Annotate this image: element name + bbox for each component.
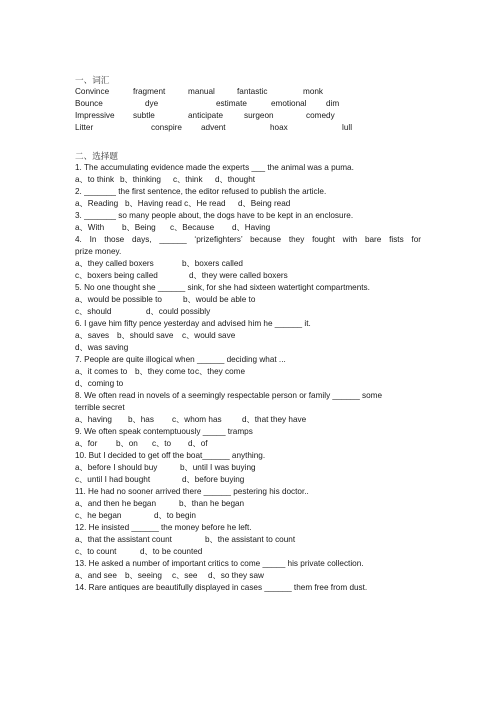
option: b、on — [116, 439, 138, 448]
option: d、of — [188, 439, 208, 448]
vocab-word: hoax — [270, 123, 288, 132]
vocab-word: conspire — [151, 123, 182, 132]
option: c、until I had bought — [75, 475, 151, 484]
option: d、so they saw — [208, 571, 264, 580]
vocab-word: estimate — [216, 99, 247, 108]
option: a、Reading — [75, 199, 119, 208]
vocab-word: subtle — [133, 111, 155, 120]
option: d、to begin — [154, 511, 196, 520]
question-stem: 4. In those days, ______ ‘prizefighters’ because they fought with bare fists for — [75, 235, 421, 244]
option: a、having — [75, 415, 112, 424]
option: b、Being — [122, 223, 156, 232]
vocab-word: Impressive — [75, 111, 115, 120]
vocab-word: fantastic — [237, 87, 268, 96]
option: d、to be counted — [140, 547, 203, 556]
option: b、seeing — [125, 571, 162, 580]
option: c、they come — [195, 367, 246, 376]
question-stem: 1. The accumulating evidence made the experts ___ the animal was a puma. — [75, 163, 354, 172]
question-stem: 6. I gave him fifty pence yesterday and advised him he ______ it. — [75, 319, 311, 328]
section-heading-vocabulary: 一、词汇 — [75, 76, 110, 86]
option: d、Being read — [238, 199, 291, 208]
section-heading-multiple-choice: 二、选择题 — [75, 152, 118, 162]
option: c、whom has — [172, 415, 222, 424]
option: a、to think — [75, 175, 115, 184]
option: b、should save — [117, 331, 174, 340]
option: d、that they have — [242, 415, 307, 424]
option: c、see — [172, 571, 198, 580]
vocab-word: advent — [201, 123, 226, 132]
vocab-word: emotional — [271, 99, 307, 108]
vocab-word: dim — [326, 99, 340, 108]
option: c、Because — [170, 223, 215, 232]
option: a、and see — [75, 571, 117, 580]
question-stem: 13. He asked a number of important critics to come _____ his private collection. — [75, 559, 364, 568]
question-stem: 14. Rare antiques are beautifully displayed in cases ______ them free from dust. — [75, 583, 368, 592]
option: a、and then he began — [75, 499, 157, 508]
question-stem: 10. But I decided to get off the boat______ anything. — [75, 451, 266, 460]
option: b、than he began — [179, 499, 245, 508]
option: c、boxers being called — [75, 271, 158, 280]
option: b、boxers called — [182, 259, 243, 268]
option: c、he began — [75, 511, 122, 520]
option: c、should — [75, 307, 112, 316]
vocab-word: surgeon — [244, 111, 274, 120]
option: b、they come to — [135, 367, 195, 376]
vocab-word: anticipate — [188, 111, 224, 120]
option: c、to count — [75, 547, 117, 556]
option: a、before I should buy — [75, 463, 158, 472]
option: d、thought — [215, 175, 256, 184]
option: d、they were called boxers — [189, 271, 288, 280]
option: a、would be possible to — [75, 295, 162, 304]
option: b、thinking — [120, 175, 161, 184]
question-stem-continued: prize money. — [75, 247, 122, 256]
vocab-word: Bounce — [75, 99, 103, 108]
option: d、could possibly — [146, 307, 211, 316]
option: a、that the assistant count — [75, 535, 172, 544]
option: d、Having — [232, 223, 271, 232]
vocab-word: Litter — [75, 123, 94, 132]
question-stem: 11. He had no sooner arrived there ______ pestering his doctor.. — [75, 487, 309, 496]
option: b、until I was buying — [180, 463, 256, 472]
vocab-word: dye — [145, 99, 159, 108]
option: b、has — [128, 415, 154, 424]
option: a、it comes to — [75, 367, 128, 376]
question-stem: 8. We often read in novels of a seemingly respectable person or family ______ some — [75, 391, 383, 400]
option: b、would be able to — [183, 295, 256, 304]
vocab-word: monk — [303, 87, 324, 96]
option: d、before buying — [182, 475, 245, 484]
vocab-word: comedy — [306, 111, 335, 120]
option: d、coming to — [75, 379, 124, 388]
option: c、to — [152, 439, 172, 448]
option: c、think — [173, 175, 203, 184]
vocab-word: Convince — [75, 87, 110, 96]
question-stem: 9. We often speak contemptuously _____ tramps — [75, 427, 253, 436]
option: b、the assistant to count — [205, 535, 296, 544]
question-stem: 3. _______ so many people about, the dogs have to be kept in an enclosure. — [75, 211, 354, 220]
question-stem: 2. _______ the first sentence, the editor refused to publish the article. — [75, 187, 327, 196]
question-stem: 5. No one thought she ______ sink, for she had sixteen watertight compartments. — [75, 283, 370, 292]
option: a、With — [75, 223, 105, 232]
option: c、would save — [182, 331, 236, 340]
vocab-word: fragment — [133, 87, 166, 96]
option: a、for — [75, 439, 98, 448]
option: d、was saving — [75, 343, 129, 352]
question-stem: 7. People are quite illogical when ______ deciding what ... — [75, 355, 286, 364]
vocab-word: manual — [188, 87, 215, 96]
question-stem: 12. He insisted ______ the money before he left. — [75, 523, 252, 532]
option: a、saves — [75, 331, 110, 340]
option: b、Having read c、He read — [125, 199, 226, 208]
question-stem-continued: terrible secret — [75, 403, 125, 412]
option: a、they called boxers — [75, 259, 154, 268]
vocab-word: lull — [342, 123, 353, 132]
